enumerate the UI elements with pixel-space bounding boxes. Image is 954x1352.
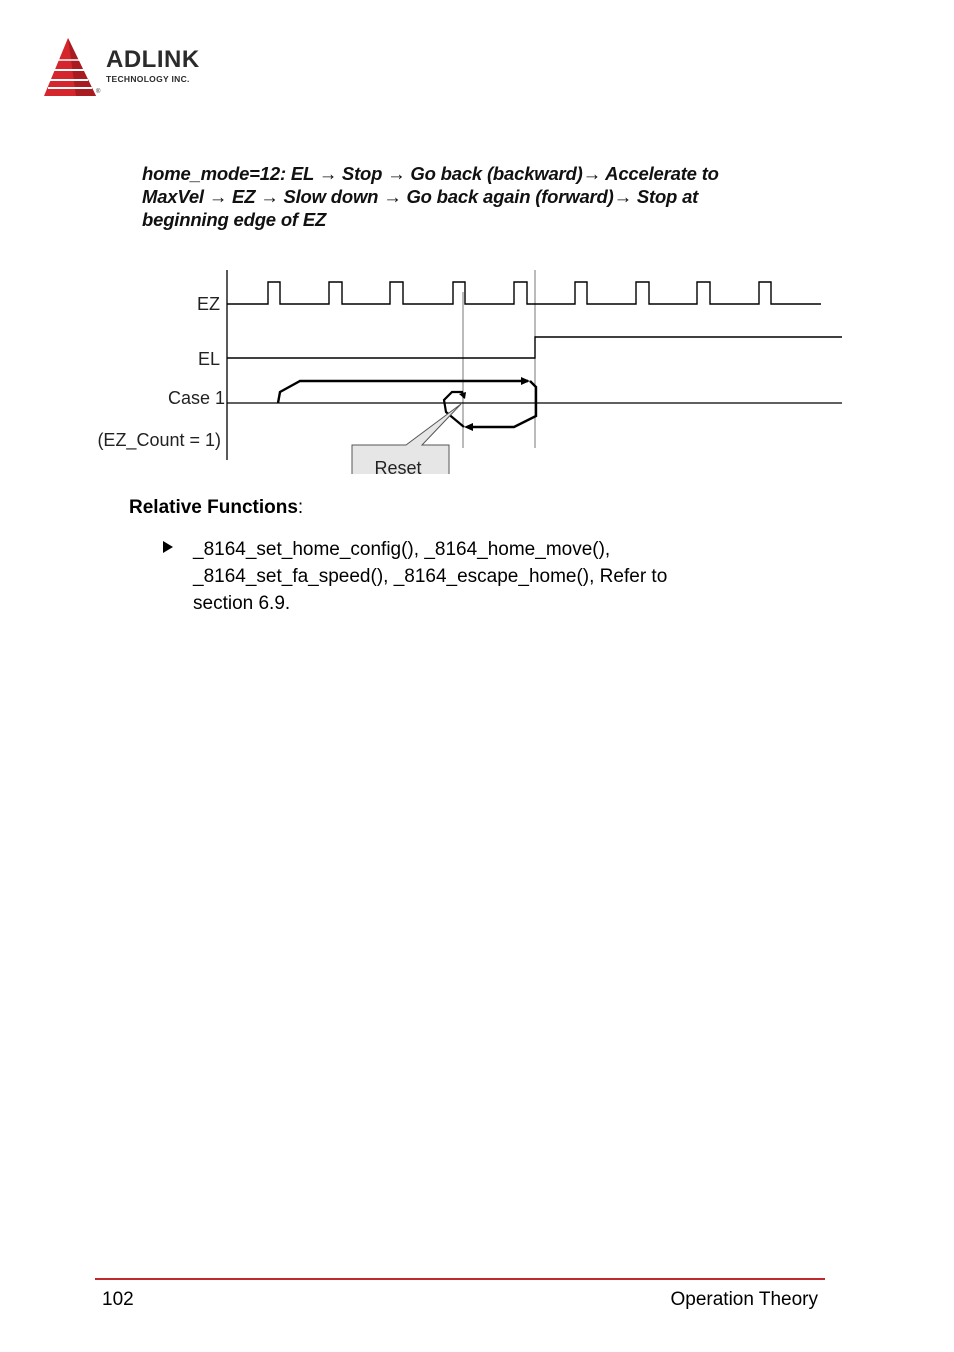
el-signal-waveform	[227, 337, 842, 358]
el-signal-label: EL	[197, 349, 220, 369]
ez-signal-label: EZ	[196, 294, 220, 314]
function-line: _8164_set_fa_speed(), _8164_escape_home(), Refer to	[193, 566, 668, 587]
caption-line: home_mode=12: EL → Stop → Go back (backward)→ Accelerate to	[142, 163, 719, 184]
function-line: section 6.9.	[193, 593, 291, 614]
forward-motion-path	[278, 381, 528, 403]
ez-signal-waveform	[227, 282, 821, 304]
reset-callout-label: Reset	[374, 458, 422, 474]
ez-count-label: (EZ_Count = 1)	[97, 430, 221, 450]
forward-arrowhead	[521, 377, 530, 385]
relative-functions-list-item	[193, 536, 813, 617]
brand-wordmark	[106, 48, 200, 84]
timing-diagram	[78, 158, 848, 474]
case-label: Case 1	[167, 388, 225, 408]
backward-arrowhead	[464, 423, 473, 431]
triangle-right-icon	[162, 540, 174, 557]
relative-functions-heading	[129, 497, 303, 519]
home-mode-figure	[78, 158, 848, 474]
footer-section-title: Operation Theory	[670, 1289, 818, 1310]
footer-divider	[95, 1278, 825, 1280]
page-number: 102	[102, 1289, 134, 1310]
brand-name: ADLINK	[106, 46, 200, 73]
registered-mark: ®	[96, 89, 101, 95]
function-line: _8164_set_home_config(), _8164_home_move(),	[193, 539, 611, 560]
heading-colon: :	[297, 497, 304, 518]
backward-motion-path	[470, 381, 536, 427]
caption-line: beginning edge of EZ	[142, 209, 327, 230]
brand-subtitle: TECHNOLOGY INC.	[106, 74, 190, 84]
caption-line: MaxVel → EZ → Slow down → Go back again (forward)→ Stop at	[142, 186, 699, 207]
relative-functions-title: Relative Functions	[129, 497, 298, 518]
